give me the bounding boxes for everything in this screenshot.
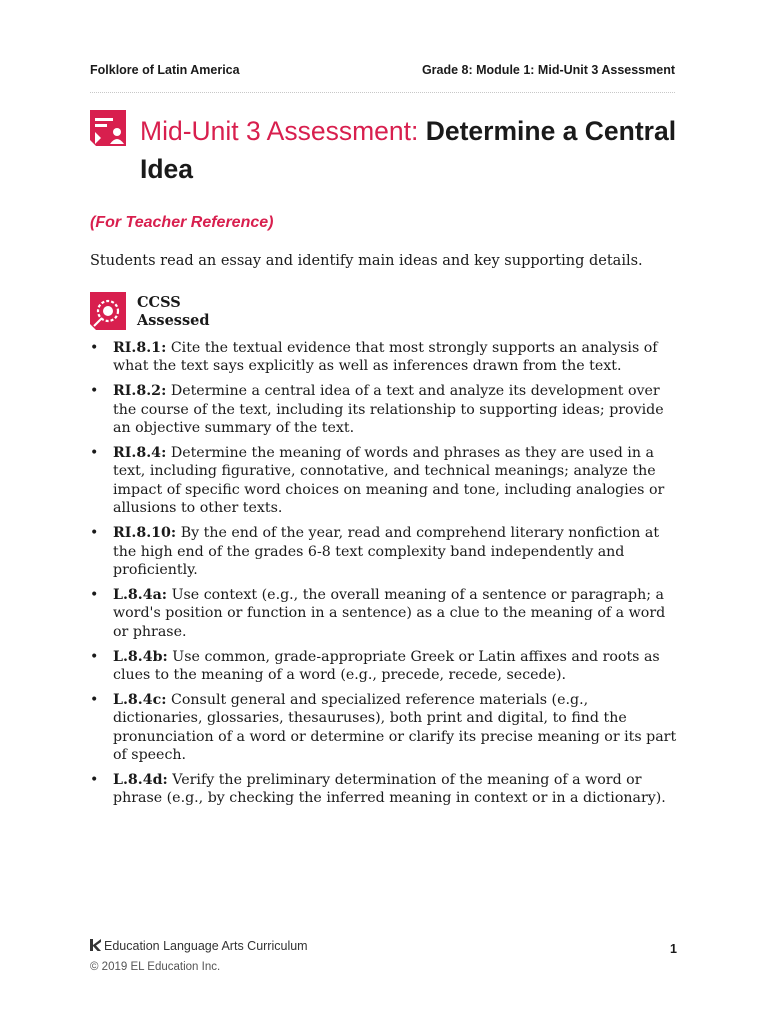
ccss-heading-line1: CCSS (137, 294, 181, 311)
bullet-icon: • (90, 648, 99, 665)
footer-brand-text: Education Language Arts Curriculum (104, 939, 308, 953)
ccss-heading (137, 294, 237, 330)
standard-text: Use common, grade-appropriate Greek or Latin affixes and roots as clues to the meaning of a word (e.g., precede, recede, secede). (113, 648, 660, 683)
standard-item: • RI.8.4: Determine the meaning of words and phrases as they are used in a text, including figurative, connotative, and technical meanings; analyze the impact of specific word choices on meaning and tone, including analogies or allusions to other texts. (90, 445, 665, 517)
standard-item: • L.8.4c: Consult general and specialized reference materials (e.g., dictionaries, glossaries, thesauruses), both print and digital, to find the pronunciation of a word or determine or clarify its precise meaning or its part of speech. (90, 691, 677, 764)
bullet-icon: • (90, 383, 99, 400)
standard-text: By the end of the year, read and comprehend literary nonfiction at the high end of the grades 6-8 text complexity band independently and proficiently. (113, 525, 660, 578)
module-name: Folklore of Latin America (90, 63, 240, 77)
standard-code: L.8.4c (113, 691, 162, 708)
bullet-icon: • (90, 525, 99, 542)
page-header (90, 62, 675, 93)
standard-text: Cite the textual evidence that most strongly supports an analysis of what the text says explicitly as well as inferences drawn from the text. (113, 340, 658, 375)
footer-copyright: © 2019 EL Education Inc. (90, 961, 221, 973)
assessment-icon (90, 110, 126, 146)
standard-code: RI.8.1 (113, 340, 162, 356)
standard-code: L.8.4b (113, 648, 163, 665)
standards-list (90, 339, 680, 814)
standard-item: • RI.8.1: Cite the textual evidence that most strongly supports an analysis of what the text says explicitly as well as inferences drawn from the text. (90, 340, 658, 375)
intro-text: Students read an essay and identify main ideas and key supporting details. (90, 253, 643, 269)
standard-code: RI.8.4 (113, 445, 162, 462)
standard-text: Determine the meaning of words and phrases as they are used in a text, including figurative, connotative, and technical meanings; analyze the impact of specific word choices on meaning and tone, including analogies or allusions to other texts. (113, 445, 665, 517)
bullet-icon: • (90, 772, 99, 789)
bullet-icon: • (90, 445, 99, 462)
standard-item: • L.8.4b: Use common, grade-appropriate Greek or Latin affixes and roots as clues to the meaning of a word (e.g., precede, recede, secede). (90, 648, 660, 683)
title-prefix: Mid-Unit 3 Assessment: (140, 116, 419, 146)
title-main: Determine a Central Idea (140, 116, 677, 184)
standard-item: • RI.8.2: Determine a central idea of a text and analyze its development over the course of the text, including its relationship to supporting ideas; provide an objective summary of the text. (90, 383, 664, 437)
grade-module-label: Grade 8: Module 1: Mid-Unit 3 Assessment (421, 63, 675, 77)
bullet-icon: • (90, 586, 99, 603)
standard-text: Determine a central idea of a text and analyze its development over the course of the text, including its relationship to supporting ideas; provide an objective summary of the text. (113, 383, 664, 437)
standard-item: • RI.8.10: By the end of the year, read and comprehend literary nonfiction at the high end of the grades 6-8 text complexity band independently and proficiently. (90, 525, 660, 578)
el-logo-icon (90, 939, 102, 951)
bullet-icon: • (90, 691, 99, 708)
standard-item: • L.8.4d: Verify the preliminary determination of the meaning of a word or phrase (e.g., by checking the inferred meaning in context or in a dictionary). (90, 772, 666, 807)
page-title (140, 112, 680, 188)
standard-code: RI.8.2 (113, 383, 162, 400)
footer-brand (90, 939, 308, 953)
standard-item: • L.8.4a: Use context (e.g., the overall meaning of a sentence or paragraph; a word's position or function in a sentence) as a clue to the meaning of a word or phrase. (90, 586, 666, 640)
ccss-laurel-icon (90, 292, 126, 330)
teacher-reference-note: (For Teacher Reference) (90, 214, 274, 231)
bullet-icon: • (90, 340, 99, 356)
standard-text: Consult general and specialized reference materials (e.g., dictionaries, glossaries, thesauruses), both print and digital, to find the pronunciation of a word or determine or clarify its precise meaning or its part of speech. (113, 691, 677, 764)
ccss-heading-line2: Assessed (137, 312, 210, 329)
standard-code: RI.8.10 (113, 525, 171, 542)
page-number: 1 (670, 942, 677, 956)
standard-code: L.8.4a (113, 586, 162, 603)
standard-text: Use context (e.g., the overall meaning of a sentence or paragraph; a word's position or function in a sentence) as a clue to the meaning of a word or phrase. (113, 586, 666, 640)
standard-code: L.8.4d (113, 772, 163, 789)
standard-text: Verify the preliminary determination of the meaning of a word or phrase (e.g., by checking the inferred meaning in context or in a dictionary). (113, 772, 666, 807)
